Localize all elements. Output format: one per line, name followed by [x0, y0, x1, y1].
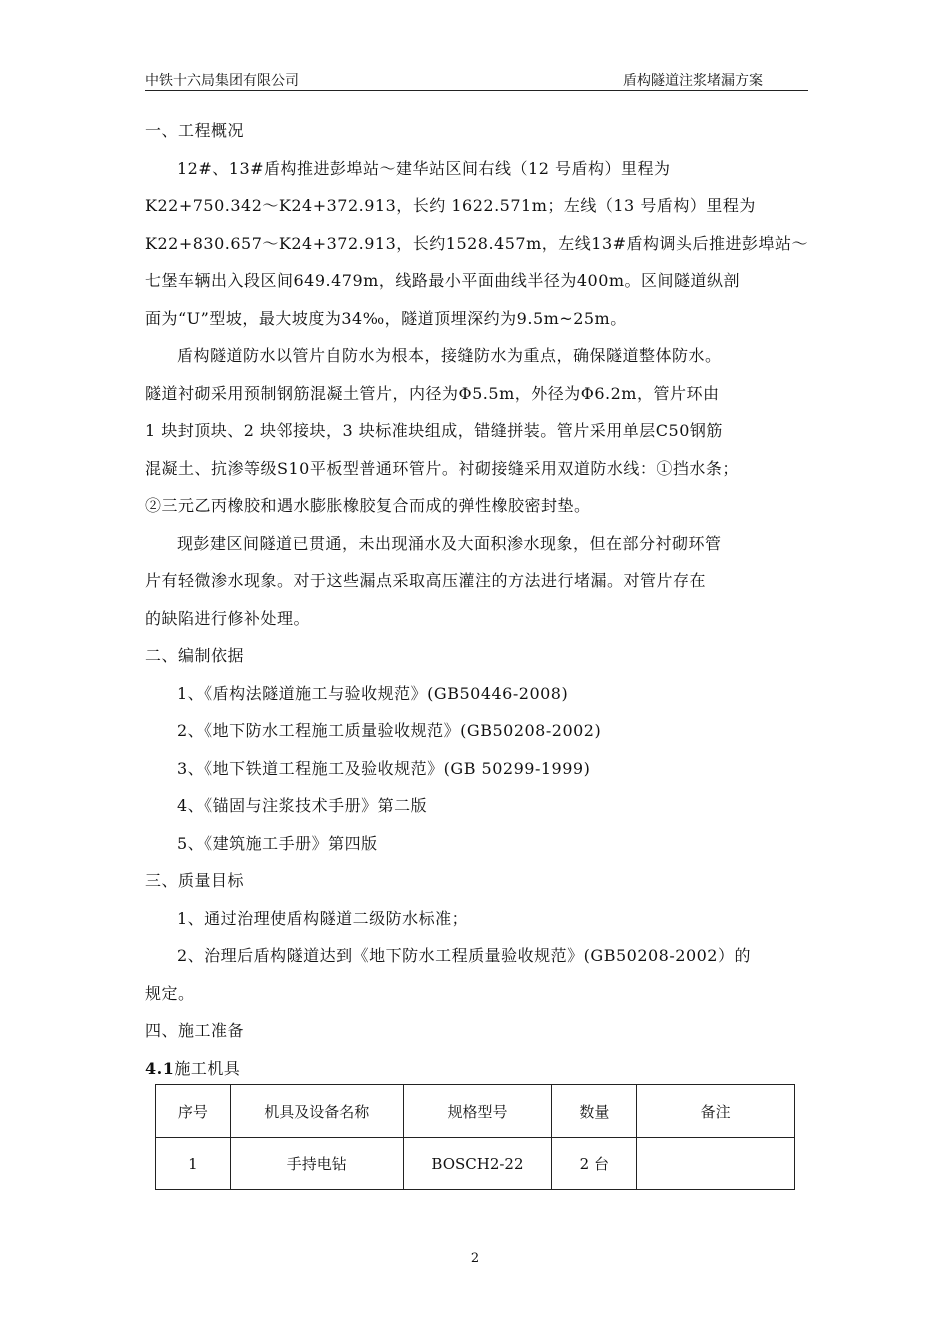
reference-item: 4、《锚固与注浆技术手册》第二版	[177, 796, 428, 815]
section-4-heading: 四、施工准备	[145, 1021, 245, 1040]
cell-index: 1	[156, 1138, 231, 1190]
section-2-heading: 二、编制依据	[145, 646, 245, 665]
reference-item: 3、《地下铁道工程施工及验收规范》(GB 50299-1999)	[177, 758, 591, 778]
reference-item: 2、《地下防水工程施工质量验收规范》(GB50208-2002)	[177, 721, 602, 740]
paragraph-line: 1 块封顶块、2 块邻接块，3 块标准块组成，错缝拼装。管片采用单层C50钢筋	[145, 421, 723, 440]
reference-item: 1、《盾构法隧道施工与验收规范》(GB50446-2008)	[177, 683, 569, 703]
table-row	[156, 1138, 795, 1190]
section-1-heading: 一、工程概况	[145, 121, 245, 140]
goal-item: 2、治理后盾构隧道达到《地下防水工程质量验收规范》(GB50208-2002）的	[177, 946, 751, 965]
header-cell-quantity: 数量	[552, 1085, 637, 1138]
header-doc-title: 盾构隧道注浆堵漏方案	[623, 73, 763, 89]
paragraph-line: 七堡车辆出入段区间649.479m，线路最小平面曲线半径为400m。区间隧道纵剖	[145, 271, 741, 290]
header-cell-remarks: 备注	[637, 1085, 795, 1138]
subsection-title: 施工机具	[174, 1058, 241, 1078]
equipment-table	[155, 1084, 795, 1190]
header-company: 中铁十六局集团有限公司	[145, 73, 299, 89]
page-number: 2	[470, 1251, 480, 1266]
header-cell-index: 序号	[156, 1085, 231, 1138]
paragraph-line: 混凝土、抗渗等级S10平板型普通环管片。衬砌接缝采用双道防水线：①挡水条；	[145, 458, 739, 478]
cell-name: 手持电钻	[230, 1138, 403, 1190]
goal-item-continuation: 规定。	[145, 983, 195, 1003]
section-3-heading: 三、质量目标	[145, 871, 245, 890]
paragraph-line: K22+830.657～K24+372.913，长约1528.457m，左线13#盾构调头后推进彭埠站～	[145, 233, 809, 253]
table-header-row	[156, 1085, 795, 1138]
cell-model: BOSCH2-22	[403, 1138, 552, 1190]
paragraph-line: 隧道衬砌采用预制钢筋混凝土管片，内径为Φ5.5m，外径为Φ6.2m，管片环由	[145, 383, 720, 403]
document-body	[145, 112, 815, 1087]
header-cell-name: 机具及设备名称	[230, 1085, 403, 1138]
reference-item: 5、《建筑施工手册》第四版	[177, 833, 378, 853]
page-header	[145, 70, 808, 91]
cell-quantity: 2 台	[552, 1138, 637, 1190]
paragraph-line: 的缺陷进行修补处理。	[145, 608, 311, 628]
paragraph-line: 现彭建区间隧道已贯通，未出现涌水及大面积渗水现象，但在部分衬砌环管	[177, 533, 722, 553]
paragraph-line: 面为“U”型坡，最大坡度为34‰，隧道顶埋深约为9.5m~25m。	[145, 308, 627, 328]
paragraph-line: 12#、13#盾构推进彭埠站～建华站区间右线（12 号盾构）里程为	[177, 158, 671, 178]
subsection-number: 4.1	[145, 1058, 175, 1078]
goal-item: 1、通过治理使盾构隧道二级防水标准；	[177, 908, 469, 928]
paragraph-line: 盾构隧道防水以管片自防水为根本，接缝防水为重点，确保隧道整体防水。	[177, 346, 722, 365]
header-cell-model: 规格型号	[403, 1085, 552, 1138]
subsection-4-1-heading	[145, 1050, 815, 1088]
paragraph-line: 片有轻微渗水现象。对于这些漏点采取高压灌注的方法进行堵漏。对管片存在	[145, 571, 707, 590]
cell-remarks	[637, 1138, 795, 1190]
paragraph-line: K22+750.342～K24+372.913，长约 1622.571m；左线（13 号盾构）里程为	[145, 196, 756, 215]
paragraph-line: ②三元乙丙橡胶和遇水膨胀橡胶复合而成的弹性橡胶密封垫。	[145, 496, 591, 515]
